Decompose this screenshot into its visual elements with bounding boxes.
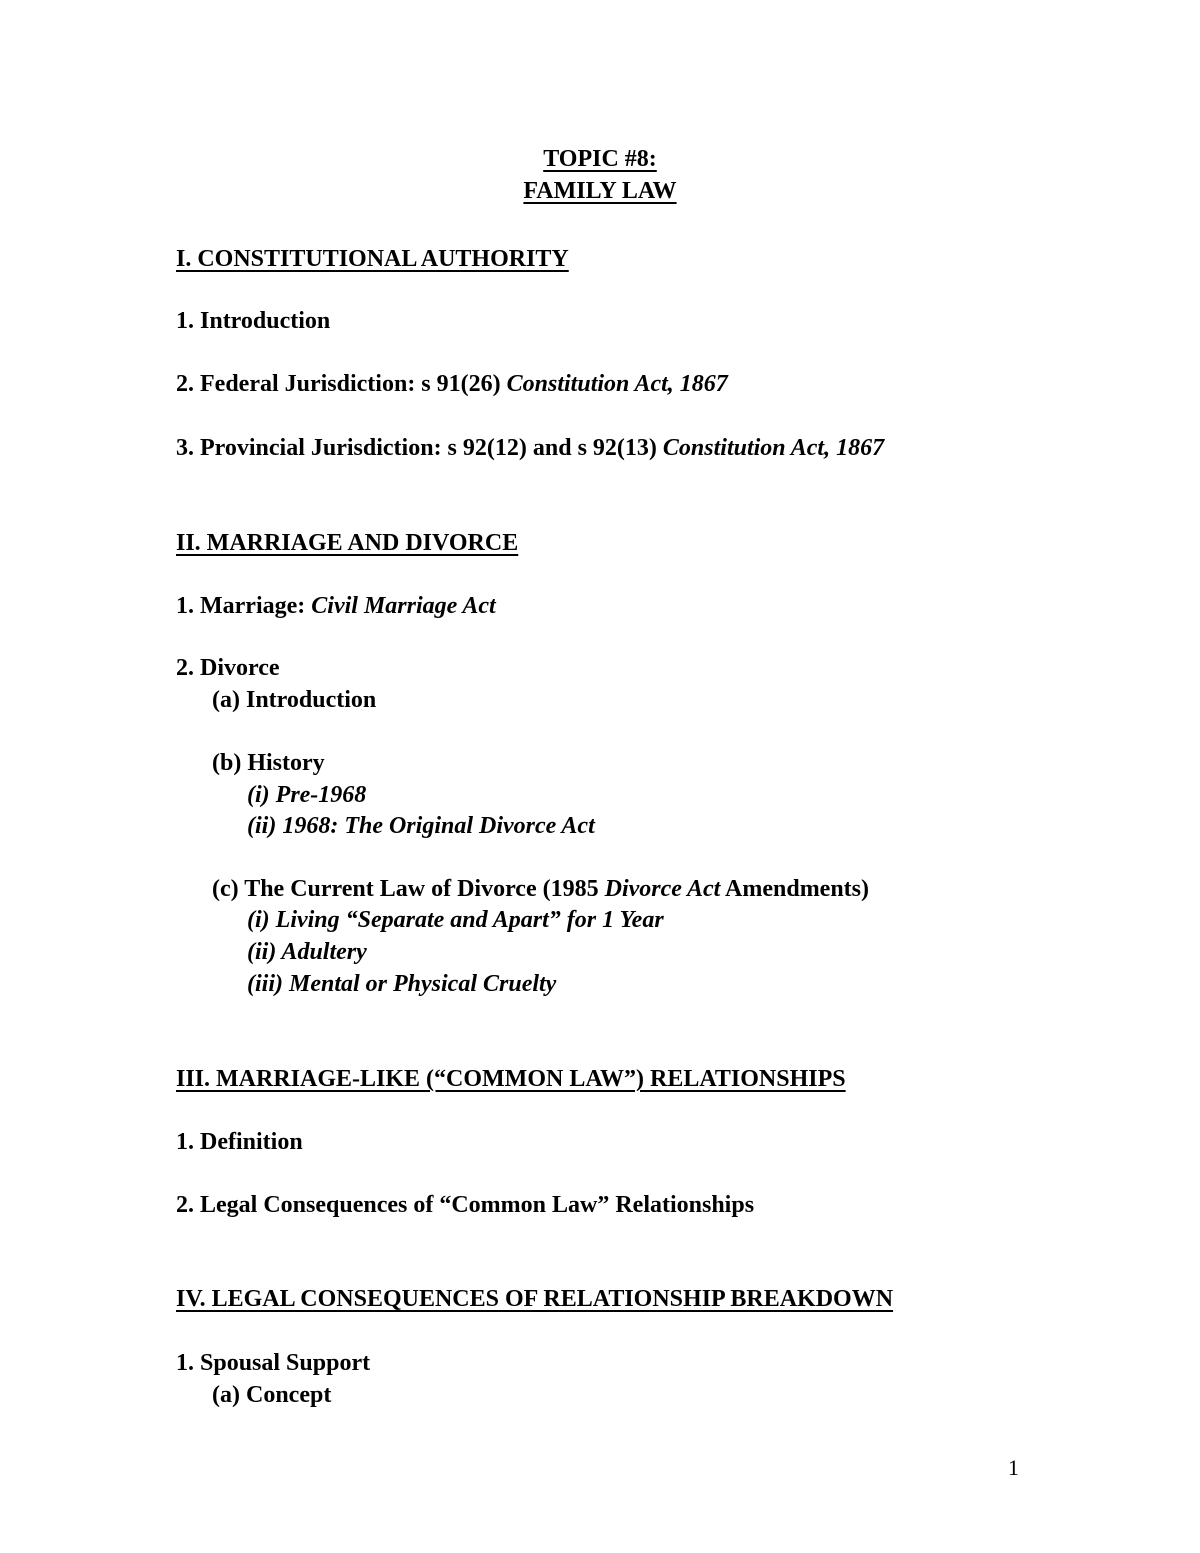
marriage-act: Civil Marriage Act — [311, 593, 496, 619]
section-1-heading: I. CONSTITUTIONAL AUTHORITY — [176, 246, 569, 272]
section-2-item-1 — [176, 591, 496, 621]
divorce-sub-b: (b) History — [212, 750, 325, 776]
item-2-text: 2. Federal Jurisdiction: s 91(26) — [176, 371, 507, 397]
section-2-item-2: 2. Divorce — [176, 655, 280, 681]
marriage-label: 1. Marriage: — [176, 593, 312, 619]
page-number: 1 — [1008, 1455, 1019, 1480]
sub-c-act: Divorce Act — [604, 876, 721, 902]
section-4-sub-a: (a) Concept — [212, 1382, 332, 1408]
divorce-sub-c-ii: (ii) Adultery — [247, 939, 367, 965]
item-3-text: 3. Provincial Jurisdiction: s 92(12) and s 92(13) — [176, 435, 663, 461]
item-3-act: Constitution Act, 1867 — [662, 435, 885, 461]
title-line-2: FAMILY LAW — [523, 178, 677, 204]
sub-c-text: (c) The Current Law of Divorce (1985 — [212, 876, 605, 902]
item-2-act: Constitution Act, 1867 — [506, 371, 728, 397]
section-3-item-1: 1. Definition — [176, 1129, 303, 1155]
divorce-sub-c-iii: (iii) Mental or Physical Cruelty — [247, 971, 557, 997]
section-1-item-2 — [176, 369, 728, 399]
section-3-item-2: 2. Legal Consequences of “Common Law” Relationships — [176, 1192, 755, 1218]
section-3-heading: III. MARRIAGE-LIKE (“COMMON LAW”) RELATIONSHIPS — [176, 1066, 846, 1092]
section-4-heading: IV. LEGAL CONSEQUENCES OF RELATIONSHIP BREAKDOWN — [176, 1286, 894, 1312]
section-1-item-1: 1. Introduction — [176, 308, 331, 334]
divorce-sub-b-i: (i) Pre-1968 — [247, 782, 367, 808]
title-line-1: TOPIC #8: — [543, 146, 657, 172]
section-1-item-3 — [176, 433, 884, 463]
section-2-heading: II. MARRIAGE AND DIVORCE — [176, 530, 519, 556]
sub-c-suffix: Amendments) — [720, 876, 870, 902]
divorce-sub-a: (a) Introduction — [212, 687, 377, 713]
section-4-item-1: 1. Spousal Support — [176, 1350, 371, 1376]
divorce-sub-c — [212, 874, 869, 904]
divorce-sub-c-i: (i) Living “Separate and Apart” for 1 Year — [247, 907, 664, 933]
divorce-sub-b-ii: (ii) 1968: The Original Divorce Act — [247, 813, 595, 839]
